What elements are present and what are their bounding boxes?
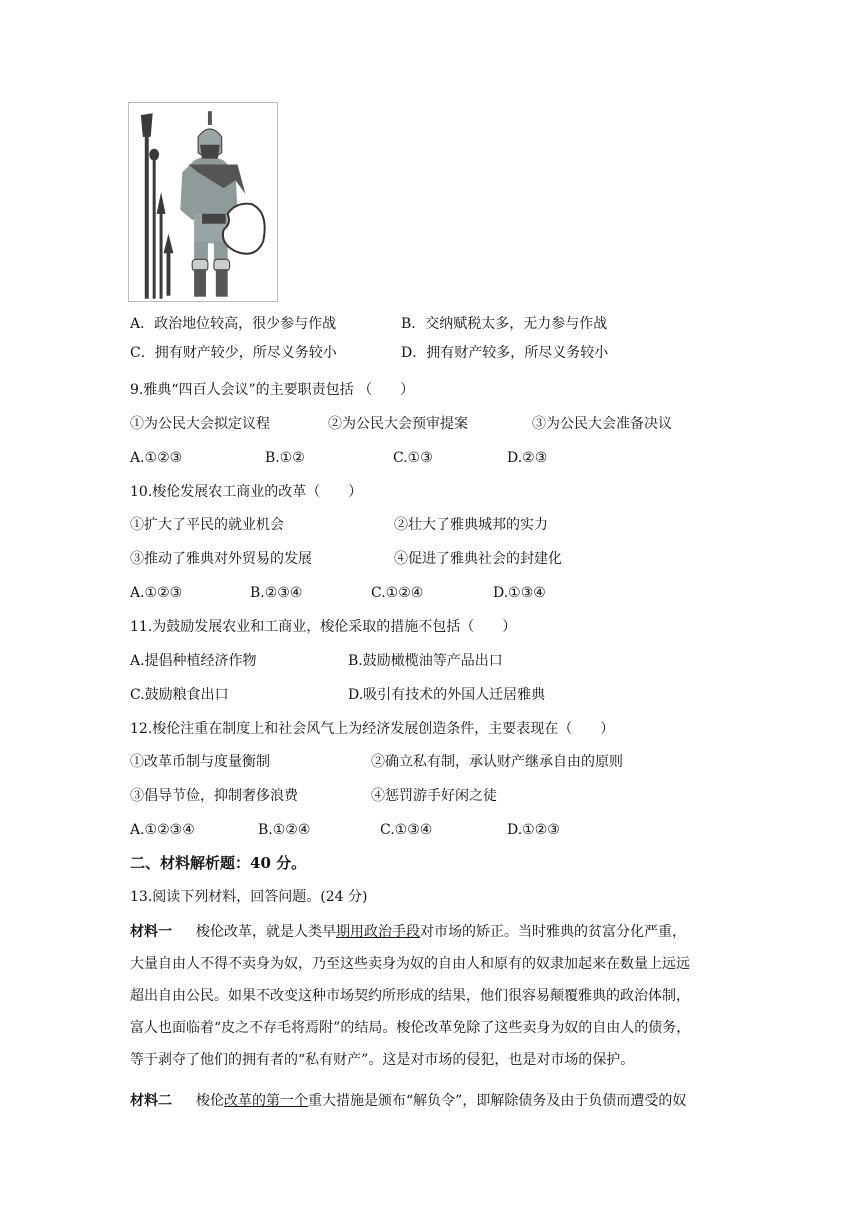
q9-option-d: D.②③ — [507, 450, 548, 466]
q9-option-a: A.①②③ — [130, 450, 183, 466]
q12-option-d: D.①②③ — [507, 822, 560, 838]
q10-item-3: ③推动了雅典对外贸易的发展 — [130, 551, 312, 567]
material-2-text-b: 重大措施是颁布“解负令”，即解除债务及由于负债而遭受的奴 — [308, 1093, 687, 1109]
material-2-line-1 — [130, 1085, 730, 1117]
q11-option-b: B.鼓励橄榄油等产品出口 — [348, 653, 503, 669]
material-1-paragraph — [130, 916, 730, 1076]
q12-stem: 12.梭伦注重在制度上和社会风气上为经济发展创造条件，主要表现在（ ） — [130, 721, 615, 737]
material-2-text-a: 梭伦 — [196, 1093, 224, 1109]
material-1-text-b: 对市场的矫正。当时雅典的贫富分化严重， — [420, 924, 686, 940]
q9-item-2: ②为公民大会预审提案 — [328, 416, 468, 432]
section-2-heading: 二、材料解析题：40 分。 — [130, 854, 307, 872]
q10-option-a: A.①②③ — [130, 585, 183, 601]
q11-option-a: A.提倡种植经济作物 — [130, 653, 257, 669]
material-2-paragraph — [130, 1085, 730, 1117]
q11-option-d: D.吸引有技术的外国人迁居雅典 — [348, 687, 546, 703]
q9-item-3: ③为公民大会准备决议 — [532, 416, 672, 432]
q10-stem: 10.梭伦发展农工商业的改革（ ） — [130, 484, 363, 500]
material-2-label: 材料二 — [130, 1093, 172, 1109]
q9-item-1: ①为公民大会拟定议程 — [130, 416, 270, 432]
q10-item-4: ④促进了雅典社会的封建化 — [394, 551, 562, 567]
material-1-text-a: 梭伦改革，就是人类早 — [196, 924, 336, 940]
hoplite-soldier-image — [129, 103, 277, 301]
q12-item-4: ④惩罚游手好闲之徒 — [371, 788, 497, 804]
q10-option-d: D.①③④ — [493, 585, 546, 601]
q12-item-3: ③倡导节俭，抑制奢侈浪费 — [130, 788, 298, 804]
material-1-line-4: 富人也面临着“皮之不存毛将焉附”的结局。梭伦改革免除了这些卖身为奴的自由人的债务， — [130, 1020, 691, 1036]
q11-option-c: C.鼓励粮食出口 — [130, 687, 229, 703]
q10-item-2: ②壮大了雅典城邦的实力 — [394, 517, 548, 533]
q12-option-c: C.①③④ — [380, 822, 433, 838]
q9-stem: 9.雅典“四百人会议”的主要职责包括 （ ） — [130, 382, 415, 398]
q9-option-c: C.①③ — [393, 450, 433, 466]
q10-item-1: ①扩大了平民的就业机会 — [130, 517, 284, 533]
material-1-label: 材料一 — [130, 924, 172, 940]
material-1-line-2: 大量自由人不得不卖身为奴，乃至这些卖身为奴的自由人和原有的奴隶加起来在数量上远远 — [130, 956, 690, 972]
q9-option-b: B.①② — [265, 450, 305, 466]
q12-option-b: B.①②④ — [258, 822, 311, 838]
q12-option-a: A.①②③④ — [130, 822, 195, 838]
q12-item-1: ①改革币制与度量衡制 — [130, 754, 270, 770]
q10-option-c: C.①②④ — [371, 585, 424, 601]
q8-option-c: C．拥有财产较少，所尽义务较小 — [130, 345, 337, 361]
q10-option-b: B.②③④ — [250, 585, 303, 601]
material-1-underlined: 期用政治手段 — [336, 924, 420, 940]
q8-option-b: B．交纳赋税太多，无力参与作战 — [401, 316, 608, 332]
q11-stem: 11.为鼓励发展农业和工商业，梭伦采取的措施不包括（ ） — [130, 619, 517, 635]
q12-item-2: ②确立私有制，承认财产继承自由的原则 — [371, 754, 623, 770]
q13-stem: 13.阅读下列材料，回答问题。(24 分) — [130, 889, 368, 905]
material-1-line-1 — [130, 916, 730, 948]
material-1-line-3: 超出自由公民。如果不改变这种市场契约所形成的结果，他们很容易颠覆雅典的政治体制， — [130, 988, 690, 1004]
material-1-line-5: 等于剥夺了他们的拥有者的“私有财产”。这是对市场的侵犯，也是对市场的保护。 — [130, 1052, 635, 1068]
q8-option-a: A．政治地位较高，很少参与作战 — [130, 316, 337, 332]
hoplite-illustration — [128, 102, 278, 302]
q8-option-d: D．拥有财产较多，所尽义务较小 — [401, 345, 609, 361]
material-2-underlined: 改革的第一个 — [224, 1093, 308, 1109]
